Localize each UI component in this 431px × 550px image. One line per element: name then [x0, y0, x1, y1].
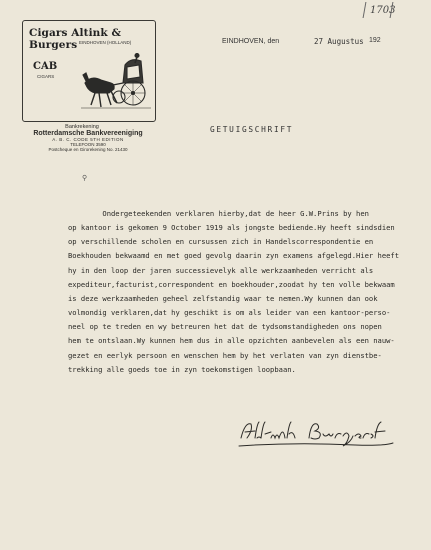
body-line: op verschillende scholen en cursussen zich in Handelscorrespondentie en — [68, 237, 374, 247]
body-line: hem te ontslaan.Wy kunnen hem dus in alle opzichten aanbevelen als een nauw- — [68, 336, 395, 346]
brand-location: EINDHOVEN (HOLLAND) — [79, 40, 132, 45]
telegraph-code: A. B. C. CODE 5TH EDITION — [52, 137, 124, 142]
cab-monogram: CAB — [33, 61, 58, 72]
document-title: GETUIGSCHRIFT — [210, 125, 294, 134]
body-line: Ondergeteekenden verklaren hierby,dat de heer G.W.Prins by hen — [68, 209, 369, 218]
body-line: trekking alle goeds toe in zyn toekomstigen loopbaan. — [68, 364, 296, 374]
letterhead-logo — [22, 20, 156, 122]
body-line: expediteur,facturist,correspondent en boekhouder,zoodat hy ten volle bekwaam — [68, 279, 395, 289]
small-symbol-icon: ⚲ — [82, 174, 88, 182]
body-line: is deze werkzaamheden geheel zelfstandig waar te nemen.Wy kunnen dan ook — [68, 293, 378, 303]
brand-name: Cigars Altink & Burgers — [29, 27, 122, 51]
cab-caption: CIGARS — [37, 74, 55, 79]
telephone-number: TELEFOON 3590 — [70, 142, 106, 147]
giro-number: Postcheque en Girorekening No. 21430 — [48, 147, 128, 152]
letter-body — [68, 207, 418, 377]
body-line: op kantoor is gekomen 9 October 1919 als jongste bediende.Hy heeft sindsdien — [68, 223, 395, 233]
handwritten-signature — [235, 416, 395, 452]
letter-year: 192 — [369, 37, 381, 44]
letter-date: 27 Augustus — [314, 37, 364, 46]
horse-carriage-icon — [81, 53, 153, 113]
bank-details — [22, 124, 154, 152]
body-line: Boekhouden bekwaamd en met goed gevolg daarin zyn examens afgelegd.Hier heeft — [68, 251, 400, 261]
body-line: hy in den loop der jaren successievelyk alle werkzaamheden verricht als — [68, 265, 374, 275]
bank-name: Rotterdamsche Bankvereeniging — [33, 130, 143, 137]
city-label: EINDHOVEN, den — [222, 38, 280, 45]
body-line: neel op te treden en wy betreuren het dat de tydsomstandigheden ons nopen — [68, 322, 382, 332]
reference-number: 1703 — [370, 5, 396, 16]
body-line: gezet en eerlyk persoon en wenschen hem by het verlaten van zyn dienstbe- — [68, 350, 382, 360]
body-line: volmondig verklaren,dat hy geschikt is om als leider van een kantoor-perso- — [68, 308, 391, 318]
bank-label: Bankrekening — [65, 124, 99, 130]
